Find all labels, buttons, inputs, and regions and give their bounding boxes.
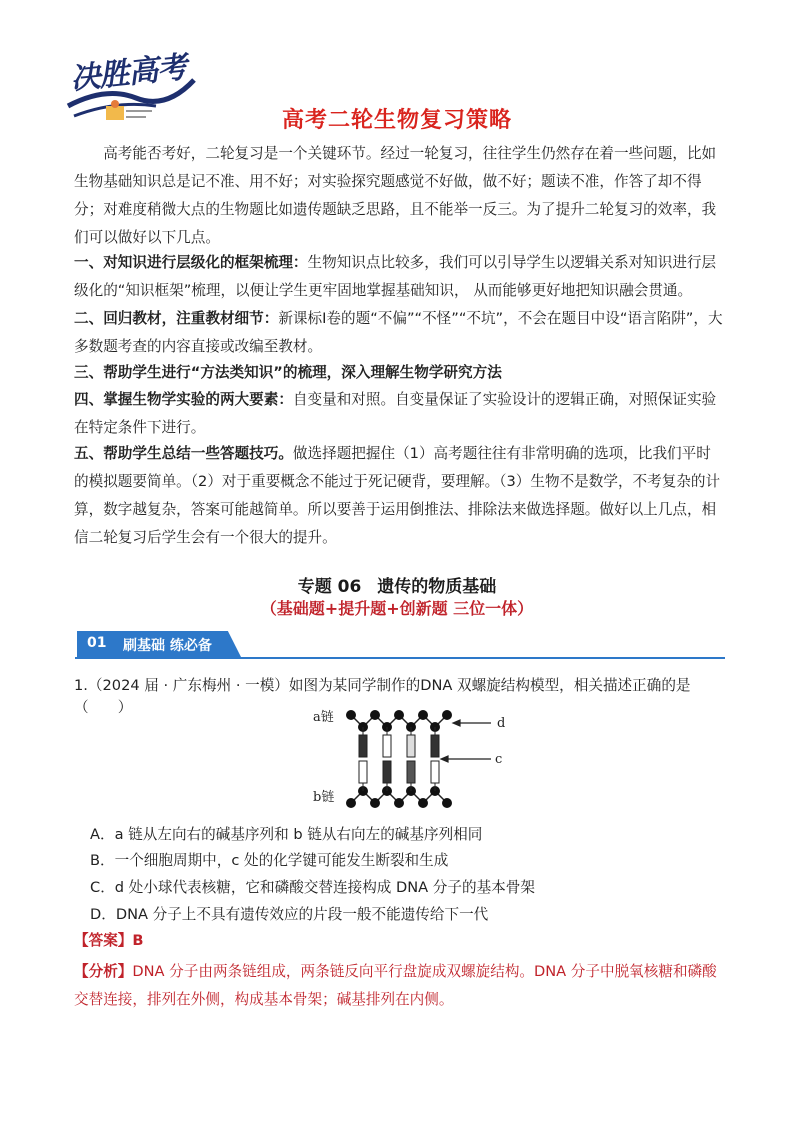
answer-value: B <box>132 932 144 949</box>
point-5-head: 五、帮助学生总结一些答题技巧。 <box>74 445 293 462</box>
section-name: 遗传的物质基础 <box>377 577 497 597</box>
section-subtitle: （基础题+提升题+创新题 三位一体） <box>260 599 534 618</box>
section-title <box>0 572 794 597</box>
question-stem: 1.（2024 届 · 广东梅州 · 一模）如图为某同学制作的DNA 双螺旋结构模型，相关描述正确的是（ ） <box>74 677 691 716</box>
point-3-head: 三、帮助学生进行“方法类知识”的梳理，深入理解生物学研究方法 <box>74 364 502 381</box>
answer-tag: 【答案】 <box>74 932 133 949</box>
dna-model-diagram <box>305 705 505 815</box>
banner-underline <box>75 657 725 659</box>
option-b: B．一个细胞周期中，c 处的化学键可能发生断裂和生成 <box>90 852 449 869</box>
point-5 <box>74 440 724 552</box>
section-code: 专题 06 <box>297 577 362 597</box>
section-banner <box>75 631 725 659</box>
point-1-body: 生物知识点比较多，我们可以引导学生以逻辑关系对知识进行层级化的“知识框架”梳理，以便让学生更牢固地掌握基础知识， 从而能够更好地把知识融会贯通。 <box>74 254 717 299</box>
point-4 <box>74 386 724 442</box>
option-c: C．d 处小球代表核糖，它和磷酸交替连接构成 DNA 分子的基本骨架 <box>90 879 535 896</box>
logo-text: 决胜高考 <box>68 50 188 97</box>
point-1 <box>74 249 724 305</box>
banner-label: 刷基础 练必备 <box>123 638 212 654</box>
option-a: A．a 链从左向右的碱基序列和 b 链从右向左的碱基序列相同 <box>90 826 483 843</box>
analysis-paragraph <box>74 958 730 1014</box>
label-c: c <box>495 752 503 767</box>
pointer-arrows <box>441 720 491 762</box>
point-4-body: 自变量和对照。自变量保证了实验设计的逻辑正确，对照保证实验在特定条件下进行。 <box>74 391 717 436</box>
analysis-tag: 【分析】 <box>74 963 133 980</box>
point-2 <box>74 305 724 361</box>
label-b-chain: b链 <box>313 790 335 805</box>
point-1-head: 一、对知识进行层级化的框架梳理： <box>74 254 308 271</box>
page-title: 高考二轮生物复习策略 <box>281 108 512 133</box>
point-2-head: 二、回归教材，注重教材细节： <box>74 310 279 327</box>
label-d: d <box>497 716 505 731</box>
intro-paragraph: 高考能否考好，二轮复习是一个关键环节。经过一轮复习，往往学生仍然存在着一些问题，比如生物基础知识总是记不准、用不好；对实验探究题感觉不好做，做不好；题读不准，作答了却不得分；对难度稍微大点的生物题比如遗传题缺乏思路，且不能举一反三。为了提升二轮复习的效率，我们可以做好以下几点。 <box>74 145 717 246</box>
option-d: D．DNA 分子上不具有遗传效应的片段一般不能遗传给下一代 <box>90 906 489 923</box>
analysis-text: DNA 分子由两条链组成，两条链反向平行盘旋成双螺旋结构。DNA 分子中脱氧核糖和磷酸交替连接，排列在外侧，构成基本骨架；碱基排列在内侧。 <box>74 963 717 1008</box>
label-a-chain: a链 <box>313 710 334 725</box>
banner-number: 01 <box>87 635 107 651</box>
point-4-head: 四、掌握生物学实验的两大要素： <box>74 391 293 408</box>
point-5-body: 做选择题把握住（1）高考题往往有非常明确的选项，比我们平时的模拟题要简单。（2）对于重要概念不能过于死记硬背，要理解。（3）生物不是数学，不考复杂的计算，数字越复杂，答案可能越简单。所以要善于运用倒推法、排除法来做选择题。做好以上几点，相信二轮复习后学生会有一个很大的提升。 <box>74 445 721 546</box>
sugar-phosphate-balls <box>346 710 452 808</box>
point-2-body: 新课标Ⅰ卷的题“不偏”“不怪”“不坑”，不会在题目中设“语言陷阱”，大多数题考查的内容直接或改编至教材。 <box>74 310 723 355</box>
base-pairs <box>359 727 439 791</box>
point-3 <box>74 359 724 387</box>
answer-line <box>74 930 144 952</box>
